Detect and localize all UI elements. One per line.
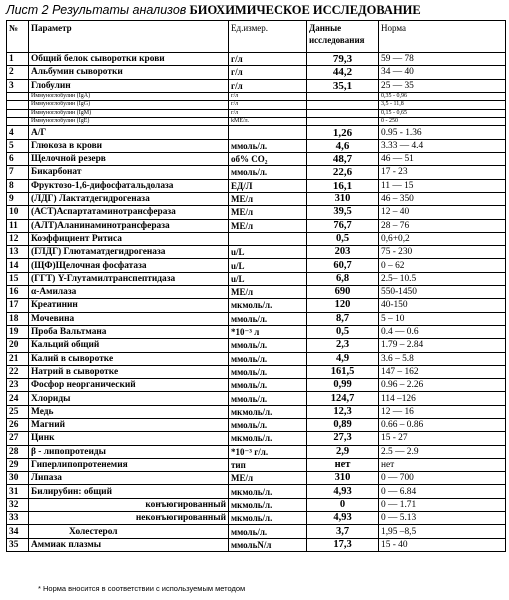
table-row bbox=[7, 206, 506, 219]
row-unit: ммоль/л. bbox=[229, 339, 307, 352]
table-header bbox=[7, 21, 506, 53]
row-param: Иммуноглобулин (IgE) bbox=[29, 118, 229, 126]
row-num: 34 bbox=[7, 525, 29, 538]
row-num: 15 bbox=[7, 272, 29, 285]
row-num bbox=[7, 109, 29, 117]
table-row bbox=[7, 79, 506, 92]
row-value: 203 bbox=[307, 246, 379, 259]
row-norm: 0 — 6.84 bbox=[379, 485, 506, 498]
row-num: 33 bbox=[7, 512, 29, 525]
row-norm: 0 - 250 bbox=[379, 118, 506, 126]
row-norm: 1.79 – 2.84 bbox=[379, 339, 506, 352]
row-num: 29 bbox=[7, 458, 29, 471]
row-param: Щелочной резерв bbox=[29, 153, 229, 166]
table-row bbox=[7, 109, 506, 117]
row-num: 10 bbox=[7, 206, 29, 219]
row-unit: мкмоль/л. bbox=[229, 512, 307, 525]
row-num: 18 bbox=[7, 312, 29, 325]
row-param: Общий белок сыворотки крови bbox=[29, 53, 229, 66]
row-norm: 75 - 230 bbox=[379, 246, 506, 259]
row-param: Коэффициент Ритиса bbox=[29, 232, 229, 245]
row-norm: 15 - 27 bbox=[379, 432, 506, 445]
row-num: 16 bbox=[7, 286, 29, 299]
row-num: 31 bbox=[7, 485, 29, 498]
row-unit: г/л bbox=[229, 66, 307, 79]
table-body bbox=[7, 53, 506, 552]
row-param: Хлориды bbox=[29, 392, 229, 405]
row-norm: 1,95 –8,5 bbox=[379, 525, 506, 538]
table-row bbox=[7, 66, 506, 79]
row-param: Проба Вальтмана bbox=[29, 325, 229, 338]
row-norm: 3.33 — 4.4 bbox=[379, 139, 506, 152]
row-unit: kME/л. bbox=[229, 118, 307, 126]
row-norm: 0.95 - 1.36 bbox=[379, 126, 506, 139]
table-row bbox=[7, 472, 506, 485]
table-row bbox=[7, 339, 506, 352]
row-unit: г/л bbox=[229, 92, 307, 100]
row-num bbox=[7, 118, 29, 126]
row-unit: г/л bbox=[229, 79, 307, 92]
table-row bbox=[7, 232, 506, 245]
row-unit: мкмоль/л. bbox=[229, 498, 307, 511]
row-unit: ммоль/л. bbox=[229, 166, 307, 179]
row-param: Натрий в сыворотке bbox=[29, 365, 229, 378]
header-num: № bbox=[7, 21, 29, 53]
row-num: 30 bbox=[7, 472, 29, 485]
row-unit: ммоль/л. bbox=[229, 418, 307, 431]
row-norm: 12 – 40 bbox=[379, 206, 506, 219]
row-unit: u/L bbox=[229, 246, 307, 259]
row-param: Фосфор неорганический bbox=[29, 379, 229, 392]
table-row bbox=[7, 445, 506, 458]
row-num: 23 bbox=[7, 379, 29, 392]
header-unit: Ед.измер. bbox=[229, 21, 307, 53]
row-num: 9 bbox=[7, 192, 29, 205]
row-value: 0,99 bbox=[307, 379, 379, 392]
table-row bbox=[7, 246, 506, 259]
row-value: 3,7 bbox=[307, 525, 379, 538]
row-num: 4 bbox=[7, 126, 29, 139]
row-unit: об% CO₂ bbox=[229, 153, 307, 166]
row-norm: 0.96 – 2.26 bbox=[379, 379, 506, 392]
row-param: Цинк bbox=[29, 432, 229, 445]
row-param: (АСТ)Аспартатаминотрансфераза bbox=[29, 206, 229, 219]
row-num: 17 bbox=[7, 299, 29, 312]
table-row bbox=[7, 312, 506, 325]
row-value: 4,9 bbox=[307, 352, 379, 365]
row-norm: 0 – 62 bbox=[379, 259, 506, 272]
row-value: 76,7 bbox=[307, 219, 379, 232]
row-unit: u/L bbox=[229, 272, 307, 285]
row-param: Холестерол bbox=[29, 525, 229, 538]
row-norm: 0.4 — 0.6 bbox=[379, 325, 506, 338]
row-param: Глюкоза в крови bbox=[29, 139, 229, 152]
row-norm: 2.5– 10.5 bbox=[379, 272, 506, 285]
row-param: β - липопротеиды bbox=[29, 445, 229, 458]
table-row bbox=[7, 219, 506, 232]
row-norm: 0 — 1.71 bbox=[379, 498, 506, 511]
row-num: 19 bbox=[7, 325, 29, 338]
row-param: Иммуноглобулин (IgA) bbox=[29, 92, 229, 100]
row-norm: 11 — 15 bbox=[379, 179, 506, 192]
table-row bbox=[7, 418, 506, 431]
row-value: 310 bbox=[307, 472, 379, 485]
row-num: 28 bbox=[7, 445, 29, 458]
table-row bbox=[7, 458, 506, 471]
sheet-title: Лист 2 Результаты анализов bbox=[6, 3, 187, 17]
row-value: 44,2 bbox=[307, 66, 379, 79]
row-param: Иммуноглобулин (IgG) bbox=[29, 101, 229, 109]
row-value: нет bbox=[307, 458, 379, 471]
row-param: Калий в сыворотке bbox=[29, 352, 229, 365]
row-norm: 0 — 700 bbox=[379, 472, 506, 485]
row-value: 0,5 bbox=[307, 232, 379, 245]
row-param: (ЩФ)Щелочная фосфатаза bbox=[29, 259, 229, 272]
row-param: Липаза bbox=[29, 472, 229, 485]
table-row bbox=[7, 352, 506, 365]
row-num bbox=[7, 101, 29, 109]
row-norm: 25 — 35 bbox=[379, 79, 506, 92]
footnote: * Норма вносится в соответствии с используемым методом bbox=[38, 584, 246, 593]
row-value: 124,7 bbox=[307, 392, 379, 405]
row-norm: 3,5 - 11,8 bbox=[379, 101, 506, 109]
row-param: (ГЛДГ) Глютаматдегидрогеназа bbox=[29, 246, 229, 259]
row-num: 32 bbox=[7, 498, 29, 511]
row-param: α-Амилаза bbox=[29, 286, 229, 299]
row-param: Креатинин bbox=[29, 299, 229, 312]
table-row bbox=[7, 92, 506, 100]
row-value: 161,5 bbox=[307, 365, 379, 378]
row-num: 1 bbox=[7, 53, 29, 66]
row-unit bbox=[229, 126, 307, 139]
row-unit: мкмоль/л. bbox=[229, 485, 307, 498]
table-row bbox=[7, 272, 506, 285]
row-value: 690 bbox=[307, 286, 379, 299]
table-row bbox=[7, 299, 506, 312]
row-norm: нет bbox=[379, 458, 506, 471]
row-unit: тип bbox=[229, 458, 307, 471]
table-row bbox=[7, 286, 506, 299]
row-num bbox=[7, 92, 29, 100]
row-value: 0 bbox=[307, 498, 379, 511]
row-value: 0,89 bbox=[307, 418, 379, 431]
row-param: конъюгированный bbox=[29, 498, 229, 511]
table-row bbox=[7, 259, 506, 272]
row-value: 12,3 bbox=[307, 405, 379, 418]
row-norm: 0 — 5.13 bbox=[379, 512, 506, 525]
table-row bbox=[7, 126, 506, 139]
table-row bbox=[7, 118, 506, 126]
row-unit: u/L bbox=[229, 259, 307, 272]
row-unit: ммоль/л. bbox=[229, 525, 307, 538]
table-row bbox=[7, 192, 506, 205]
row-value bbox=[307, 109, 379, 117]
table-row bbox=[7, 432, 506, 445]
row-unit: г/л bbox=[229, 109, 307, 117]
row-num: 26 bbox=[7, 418, 29, 431]
row-num: 8 bbox=[7, 179, 29, 192]
row-value: 0,5 bbox=[307, 325, 379, 338]
row-value: 2,9 bbox=[307, 445, 379, 458]
row-unit: ммоль/л. bbox=[229, 139, 307, 152]
table-row bbox=[7, 53, 506, 66]
row-value: 39,5 bbox=[307, 206, 379, 219]
row-unit: ммоль/л. bbox=[229, 352, 307, 365]
row-num: 35 bbox=[7, 538, 29, 551]
row-unit: мкмоль/л. bbox=[229, 432, 307, 445]
row-value: 16,1 bbox=[307, 179, 379, 192]
row-param: Иммуноглобулин (IgM) bbox=[29, 109, 229, 117]
row-num: 24 bbox=[7, 392, 29, 405]
row-norm: 0.66 – 0.86 bbox=[379, 418, 506, 431]
row-unit: мкмоль/л. bbox=[229, 405, 307, 418]
row-norm: 12 — 16 bbox=[379, 405, 506, 418]
table-row bbox=[7, 179, 506, 192]
row-unit: МЕ/л bbox=[229, 206, 307, 219]
row-value: 35,1 bbox=[307, 79, 379, 92]
row-param: Кальций общий bbox=[29, 339, 229, 352]
row-value: 4,93 bbox=[307, 485, 379, 498]
row-unit: МЕ/л bbox=[229, 192, 307, 205]
row-num: 6 bbox=[7, 153, 29, 166]
row-num: 27 bbox=[7, 432, 29, 445]
row-unit: *10⁻³ г/л. bbox=[229, 445, 307, 458]
row-value: 310 bbox=[307, 192, 379, 205]
row-unit: ммольN/л bbox=[229, 538, 307, 551]
row-param: (ЛДГ) Лактатдегидрогеназа bbox=[29, 192, 229, 205]
row-param: Мочевина bbox=[29, 312, 229, 325]
row-num: 12 bbox=[7, 232, 29, 245]
results-table bbox=[6, 20, 506, 552]
table-row bbox=[7, 392, 506, 405]
row-param: (ГГТ) Y-Глутамилтранспептидаза bbox=[29, 272, 229, 285]
row-param: Альбумин сыворотки bbox=[29, 66, 229, 79]
row-unit: *10⁻³ л bbox=[229, 325, 307, 338]
table-row bbox=[7, 525, 506, 538]
row-norm: 34 — 40 bbox=[379, 66, 506, 79]
table-row bbox=[7, 139, 506, 152]
header-norm: Норма bbox=[379, 21, 506, 53]
table-row bbox=[7, 365, 506, 378]
row-norm: 0,15 - 0,65 bbox=[379, 109, 506, 117]
row-num: 22 bbox=[7, 365, 29, 378]
row-param: неконъюгированный bbox=[29, 512, 229, 525]
row-param: Гиперлипопротенемия bbox=[29, 458, 229, 471]
row-unit: г/л bbox=[229, 101, 307, 109]
row-norm: 28 – 76 bbox=[379, 219, 506, 232]
row-unit: ммоль/л. bbox=[229, 365, 307, 378]
row-num: 2 bbox=[7, 66, 29, 79]
row-value: 4,93 bbox=[307, 512, 379, 525]
row-param: Медь bbox=[29, 405, 229, 418]
row-value: 6,8 bbox=[307, 272, 379, 285]
table-row bbox=[7, 405, 506, 418]
row-norm: 550-1450 bbox=[379, 286, 506, 299]
row-norm: 59 — 78 bbox=[379, 53, 506, 66]
row-value: 120 bbox=[307, 299, 379, 312]
row-norm: 0,35 - 0,96 bbox=[379, 92, 506, 100]
row-value: 48,7 bbox=[307, 153, 379, 166]
table-row bbox=[7, 538, 506, 551]
table-row bbox=[7, 325, 506, 338]
header-param: Параметр bbox=[29, 21, 229, 53]
row-unit: МЕ/л bbox=[229, 219, 307, 232]
row-norm: 3.6 – 5.8 bbox=[379, 352, 506, 365]
row-num: 13 bbox=[7, 246, 29, 259]
page-title bbox=[6, 3, 506, 19]
row-unit: ммоль/л. bbox=[229, 392, 307, 405]
row-value: 1,26 bbox=[307, 126, 379, 139]
row-num: 14 bbox=[7, 259, 29, 272]
row-value: 27,3 bbox=[307, 432, 379, 445]
table-row bbox=[7, 498, 506, 511]
row-norm: 114 –126 bbox=[379, 392, 506, 405]
row-param: Магний bbox=[29, 418, 229, 431]
row-value: 8,7 bbox=[307, 312, 379, 325]
row-value: 22,6 bbox=[307, 166, 379, 179]
row-unit: МЕ/л bbox=[229, 286, 307, 299]
row-norm: 40-150 bbox=[379, 299, 506, 312]
row-num: 21 bbox=[7, 352, 29, 365]
row-value: 2,3 bbox=[307, 339, 379, 352]
table-row bbox=[7, 485, 506, 498]
row-unit: мкмоль/л. bbox=[229, 299, 307, 312]
row-num: 5 bbox=[7, 139, 29, 152]
row-num: 11 bbox=[7, 219, 29, 232]
row-value bbox=[307, 101, 379, 109]
row-value: 60,7 bbox=[307, 259, 379, 272]
row-num: 7 bbox=[7, 166, 29, 179]
table-row bbox=[7, 101, 506, 109]
row-num: 3 bbox=[7, 79, 29, 92]
row-value: 4,6 bbox=[307, 139, 379, 152]
table-row bbox=[7, 512, 506, 525]
table-row bbox=[7, 379, 506, 392]
table-row bbox=[7, 153, 506, 166]
row-param: Билирубин: общий bbox=[29, 485, 229, 498]
row-value bbox=[307, 118, 379, 126]
section-title: БИОХИМИЧЕСКОЕ ИССЛЕДОВАНИЕ bbox=[189, 3, 421, 17]
row-param: А/Г bbox=[29, 126, 229, 139]
row-norm: 46 — 51 bbox=[379, 153, 506, 166]
row-norm: 0,6+0,2 bbox=[379, 232, 506, 245]
row-value: 79,3 bbox=[307, 53, 379, 66]
row-unit: ммоль/л. bbox=[229, 312, 307, 325]
row-unit bbox=[229, 232, 307, 245]
row-value bbox=[307, 92, 379, 100]
row-norm: 15 - 40 bbox=[379, 538, 506, 551]
row-unit: г/л bbox=[229, 53, 307, 66]
table-row bbox=[7, 166, 506, 179]
row-norm: 5 – 10 bbox=[379, 312, 506, 325]
row-unit: МЕ/л bbox=[229, 472, 307, 485]
header-data: Данные исследования bbox=[307, 21, 379, 53]
row-norm: 2.5 — 2.9 bbox=[379, 445, 506, 458]
row-norm: 147 – 162 bbox=[379, 365, 506, 378]
row-param: (АЛТ)Аланинаминотрансфераза bbox=[29, 219, 229, 232]
row-num: 25 bbox=[7, 405, 29, 418]
row-unit: ммоль/л. bbox=[229, 379, 307, 392]
row-value: 17,3 bbox=[307, 538, 379, 551]
row-param: Фруктозо-1,6-дифосфатальдолаза bbox=[29, 179, 229, 192]
row-param: Аммиак плазмы bbox=[29, 538, 229, 551]
row-norm: 17 - 23 bbox=[379, 166, 506, 179]
row-unit: ЕД/Л bbox=[229, 179, 307, 192]
row-param: Бикарбонат bbox=[29, 166, 229, 179]
row-norm: 46 – 350 bbox=[379, 192, 506, 205]
row-num: 20 bbox=[7, 339, 29, 352]
row-param: Глобулин bbox=[29, 79, 229, 92]
